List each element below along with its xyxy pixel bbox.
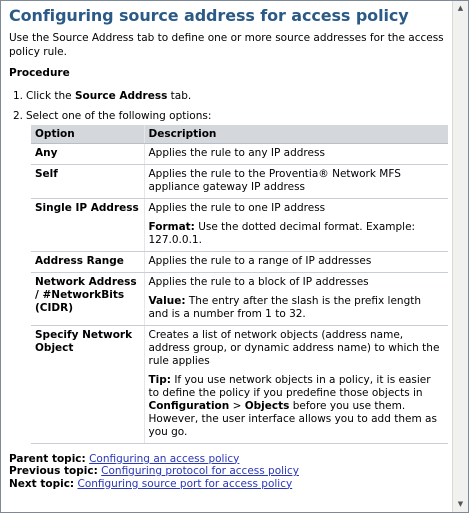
page-title: Configuring source address for access policy [9, 6, 409, 25]
format-note [149, 221, 445, 247]
next-topic-label: Next topic: [9, 477, 75, 490]
parent-topic [9, 453, 444, 466]
next-topic [9, 478, 444, 491]
table-header-row [31, 125, 448, 143]
step-text: tab. [167, 90, 192, 102]
table-row [31, 198, 448, 251]
tip-ui-label: Configuration [148, 399, 230, 412]
description-cell [144, 325, 448, 443]
option-cell: Any [31, 143, 144, 164]
description-cell [144, 272, 448, 325]
value-note [149, 295, 445, 321]
table-row [31, 164, 448, 198]
tip-ui-label: Objects [244, 399, 290, 412]
tip-note [149, 374, 445, 439]
related-topics [9, 453, 444, 491]
step-text: Click the [26, 90, 75, 102]
note-text: The entry after the slash is the prefix length and is a number from 1 to 32. [148, 294, 422, 320]
option-cell: Specify Network Object [31, 325, 144, 443]
table-row [31, 143, 448, 164]
scroll-up-arrow-icon[interactable]: ▲ [453, 1, 468, 16]
previous-topic-link[interactable]: Configuring protocol for access policy [101, 465, 299, 477]
help-content [1, 1, 452, 512]
step-number: 1. [13, 90, 24, 102]
note-label: Format: [148, 220, 195, 233]
tip-text: before you use them. However, the user interface allows you to add them as you go. [148, 399, 437, 438]
next-topic-link[interactable]: Configuring source port for access policy [77, 477, 293, 490]
scroll-down-arrow-icon[interactable]: ▼ [453, 497, 468, 512]
step-1 [9, 89, 444, 103]
option-cell: Self [31, 164, 144, 198]
note-text: Use the dotted decimal format. Example: 127.0.0.1. [148, 220, 416, 246]
parent-topic-label: Parent topic: [9, 452, 86, 465]
parent-topic-link[interactable]: Configuring an access policy [89, 452, 240, 465]
tip-label: Tip: [148, 373, 171, 386]
step-number: 2. [13, 110, 24, 122]
description-text: Applies the rule to one IP address [148, 201, 326, 214]
description-text: Applies the rule to a block of IP addresses [148, 275, 369, 288]
step-text: Select one of the following options: [26, 110, 212, 122]
step-2 [9, 109, 444, 123]
description-cell: Applies the rule to a range of IP addresses [144, 251, 448, 272]
note-label: Value: [148, 294, 186, 307]
step-ui-label: Source Address [74, 90, 168, 102]
description-cell [144, 198, 448, 251]
previous-topic-label: Previous topic: [9, 465, 98, 477]
vertical-scrollbar[interactable] [452, 1, 468, 512]
options-table [31, 125, 448, 444]
description-cell: Applies the rule to the Proventia® Network MFS appliance gateway IP address [144, 164, 448, 198]
table-row [31, 251, 448, 272]
option-cell: Address Range [31, 251, 144, 272]
procedure-heading: Procedure [9, 67, 70, 79]
table-row [31, 272, 448, 325]
description-text: Creates a list of network objects (address name, address group, or dynamic address name) to which the rule applies [148, 328, 440, 367]
option-cell: Single IP Address [31, 198, 144, 251]
column-header-option: Option [31, 125, 144, 143]
tip-text: > [229, 399, 245, 412]
tip-text: If you use network objects in a policy, it is easier to define the policy if you predefine those objects in [148, 373, 431, 399]
description-cell: Applies the rule to any IP address [144, 143, 448, 164]
previous-topic [9, 465, 444, 478]
column-header-description: Description [144, 125, 448, 143]
intro-text: Use the Source Address tab to define one or more source addresses for the access policy rule. [9, 32, 444, 58]
table-row [31, 325, 448, 443]
option-cell: Network Address / #NetworkBits (CIDR) [31, 272, 144, 325]
